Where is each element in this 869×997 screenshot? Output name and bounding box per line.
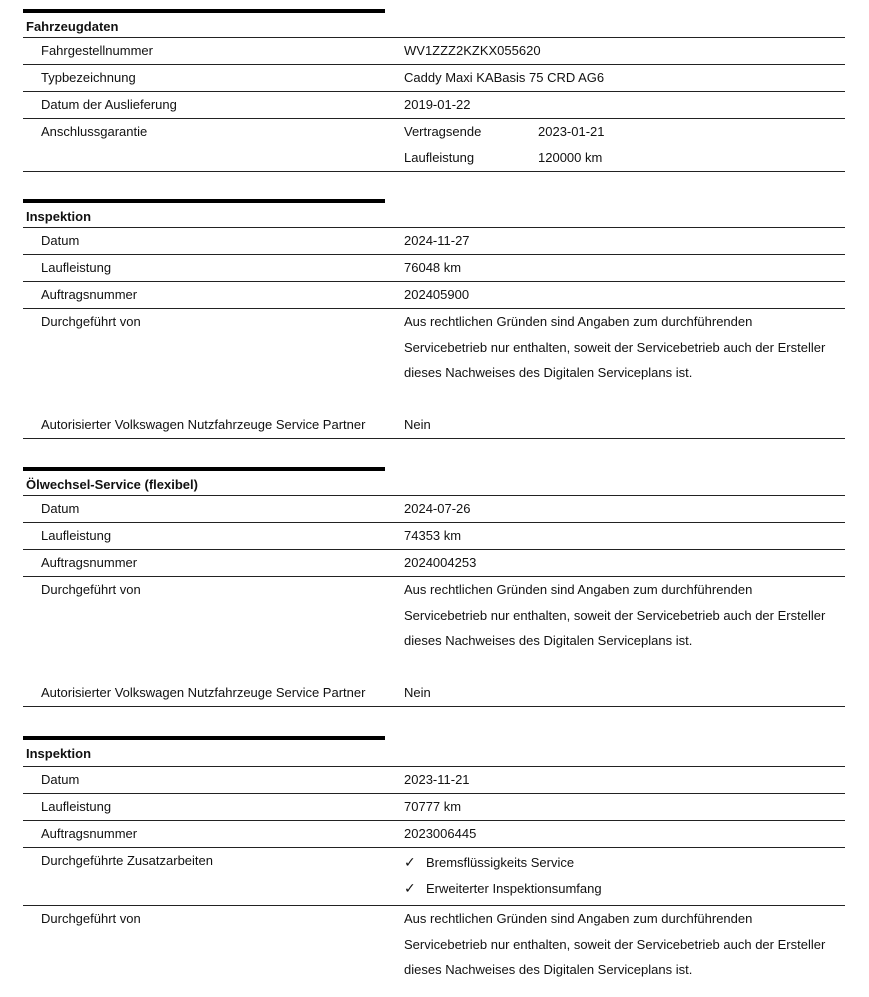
label: Laufleistung (41, 528, 112, 543)
row-zusatzarbeiten (23, 848, 845, 906)
checkmark-icon: ✓ (404, 881, 416, 897)
section-title: Ölwechsel-Service (flexibel) (23, 471, 845, 496)
row-auslieferung (23, 92, 845, 119)
row-fahrgestellnummer (23, 38, 845, 65)
value (386, 309, 845, 412)
label: Laufleistung (41, 260, 112, 275)
value: 2019-01-22 (404, 97, 471, 112)
row-laufleistung (23, 794, 845, 821)
sub-value: 2023-01-21 (538, 124, 605, 139)
label: Datum (41, 501, 80, 516)
text-line: dieses Nachweises des Digitalen Serviceplans ist. (404, 633, 693, 648)
row-auftragsnummer (23, 821, 845, 848)
value (386, 119, 845, 171)
label: Anschlussgarantie (41, 124, 148, 139)
sub-laufleistung (404, 145, 845, 171)
label: Datum (41, 772, 80, 787)
label: Autorisierter Volkswagen Nutzfahrzeuge Service Partner (41, 417, 366, 432)
text-line: Aus rechtlichen Gründen sind Angaben zum durchführenden (404, 911, 753, 926)
sub-label: Laufleistung (404, 150, 475, 165)
value: 70777 km (404, 799, 462, 814)
value: 202405900 (404, 287, 470, 302)
text-line: Servicebetrieb nur enthalten, soweit der Servicebetrieb auch der Ersteller (404, 936, 826, 952)
row-durchgefuehrt-von (23, 577, 845, 680)
value: 2023-11-21 (404, 772, 470, 787)
label: Durchgeführte Zusatzarbeiten (41, 853, 213, 868)
value: WV1ZZZ2KZKX055620 (404, 43, 541, 58)
label: Durchgeführt von (41, 582, 141, 597)
sub-value: 120000 km (538, 150, 603, 165)
section-inspektion-1 (23, 199, 845, 439)
row-datum (23, 767, 845, 794)
row-service-partner (23, 680, 845, 707)
text-line: Aus rechtlichen Gründen sind Angaben zum durchführenden (404, 582, 753, 597)
label: Fahrgestellnummer (41, 43, 153, 58)
value: 76048 km (404, 260, 462, 275)
row-anschlussgarantie (23, 119, 845, 172)
label: Datum (41, 233, 80, 248)
section-title: Inspektion (23, 203, 845, 228)
row-datum (23, 496, 845, 523)
value (386, 848, 845, 905)
section-title: Fahrzeugdaten (23, 13, 845, 38)
value: 74353 km (404, 528, 462, 543)
label: Auftragsnummer (41, 826, 138, 841)
text-line: Servicebetrieb nur enthalten, soweit der Servicebetrieb auch der Ersteller (404, 607, 826, 623)
value: 2024-11-27 (404, 233, 470, 248)
sub-vertragsende (404, 119, 845, 145)
section-fahrzeugdaten (23, 9, 845, 172)
section-oelwechsel (23, 467, 845, 707)
checkmark-icon: ✓ (404, 855, 416, 871)
row-datum (23, 228, 845, 255)
text-line: Aus rechtlichen Gründen sind Angaben zum durchführenden (404, 314, 753, 329)
row-auftragsnummer (23, 282, 845, 309)
label: Autorisierter Volkswagen Nutzfahrzeuge Service Partner (41, 685, 366, 700)
row-auftragsnummer (23, 550, 845, 577)
row-laufleistung (23, 523, 845, 550)
label: Typbezeichnung (41, 70, 136, 85)
label: Durchgeführt von (41, 314, 141, 329)
sub-label: Vertragsende (404, 124, 482, 139)
row-durchgefuehrt-von (23, 309, 845, 412)
zusatz-label: Erweiterter Inspektionsumfang (426, 881, 602, 896)
value (386, 577, 845, 680)
zusatz-item (404, 876, 845, 902)
label: Durchgeführt von (41, 911, 141, 926)
label: Datum der Auslieferung (41, 97, 177, 112)
label: Auftragsnummer (41, 555, 138, 570)
row-laufleistung (23, 255, 845, 282)
text-line: dieses Nachweises des Digitalen Serviceplans ist. (404, 365, 693, 380)
label: Laufleistung (41, 799, 112, 814)
text-line: dieses Nachweises des Digitalen Serviceplans ist. (404, 962, 693, 977)
value: Nein (404, 685, 431, 700)
value: 2024004253 (404, 555, 477, 570)
label: Auftragsnummer (41, 287, 138, 302)
value: Nein (404, 417, 431, 432)
row-durchgefuehrt-von (23, 906, 845, 986)
zusatz-item (404, 850, 845, 876)
zusatz-label: Bremsflüssigkeits Service (426, 855, 575, 870)
value: 2024-07-26 (404, 501, 471, 516)
row-typbezeichnung (23, 65, 845, 92)
value (386, 906, 845, 986)
section-title: Inspektion (23, 740, 845, 767)
text-line: Servicebetrieb nur enthalten, soweit der Servicebetrieb auch der Ersteller (404, 339, 826, 355)
value: 2023006445 (404, 826, 477, 841)
value: Caddy Maxi KABasis 75 CRD AG6 (404, 70, 605, 85)
section-inspektion-2 (23, 736, 845, 986)
row-service-partner (23, 412, 845, 439)
